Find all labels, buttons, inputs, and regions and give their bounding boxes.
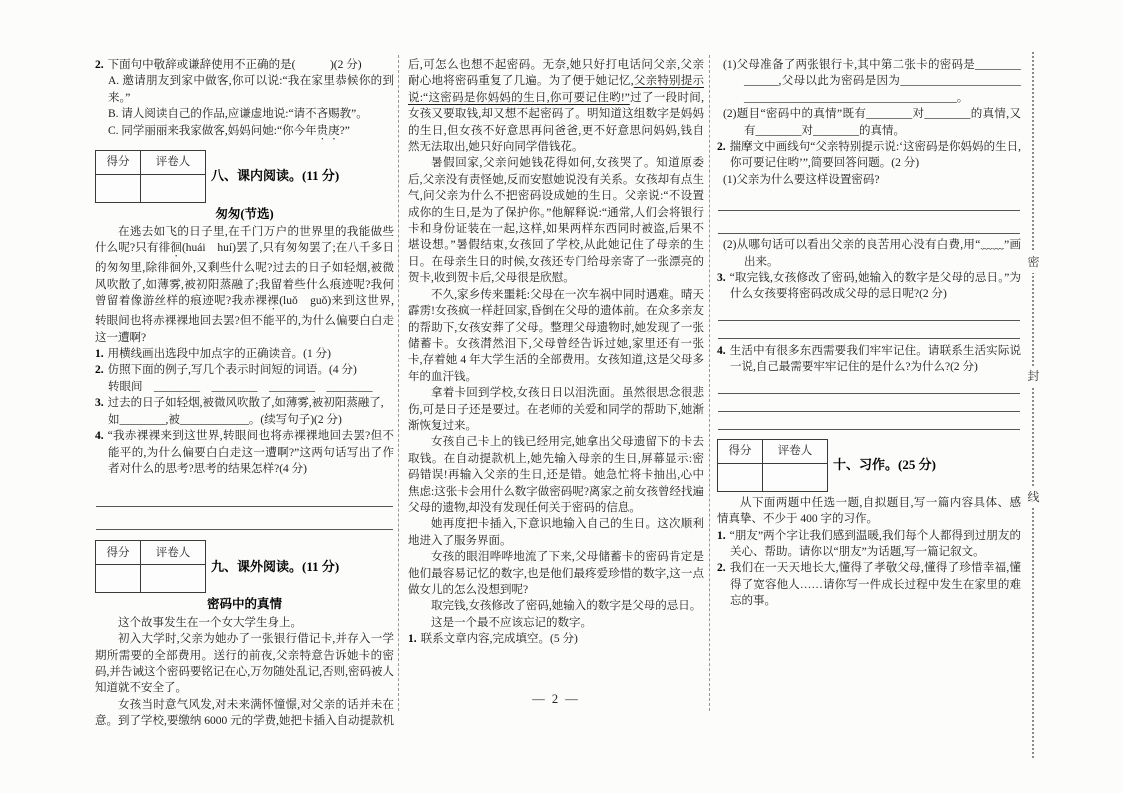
question-2-sub-2: (2)从哪句话可以看出父亲的良苦用心没有白费,用“﹏﹏”画出来。 <box>723 239 1021 268</box>
passage-1-dotted-char-1: 徊 <box>170 242 182 255</box>
fill-blank-1: (1)父母准备了两张银行卡,其中第二张卡的密码是______________,父母以此为密码是因为__________________________________________________________。 <box>723 59 1021 104</box>
reading-8-question-1 <box>95 346 394 362</box>
answer-line <box>718 376 1020 394</box>
passage-2-title: 密码中的真情 <box>206 597 282 612</box>
example-blank-line: 转眼间 ________ ________ ________ ________ <box>108 380 373 393</box>
passage-2-paragraph-7: 女孩自己卡上的钱已经用完,她拿出父母遗留下的卡去取钱。在自动提款机上,她先输入母亲的生日,屏幕显示:密码错误!再输入父亲的生日,还是错。她急忙将卡抽出,心中焦虑:这张卡会用什么数字做密码呢?离家之前女孩曾经找遍父母的遗物,却没有发现任何关于密码的信息。 <box>408 436 704 514</box>
passage-2-paragraph-11: 这是一个最不应该忘记的数字。 <box>431 616 592 629</box>
seal-char-feng: 封 <box>1026 366 1041 387</box>
score-cell <box>718 463 763 491</box>
answer-line <box>718 303 1020 321</box>
reading-9-question-4 <box>717 343 1021 376</box>
question-number: 2. <box>717 141 726 154</box>
page-number: — 2 — <box>532 692 580 706</box>
reading-8-question-2 <box>95 362 394 378</box>
answer-line <box>718 188 1020 211</box>
option-b: B. 请人阅读自己的作品,应谦虚地说:“请不吝赐教”。 <box>108 108 368 121</box>
answer-line <box>718 412 1020 430</box>
passage-1-pre: 在逃去如飞的日子里,在千门万户的世界里的我能做些什么呢?只有徘 <box>95 226 394 255</box>
question-2-sub-1: (1)父亲为什么要这样设置密码? <box>723 173 880 186</box>
question-text: “我赤裸裸来到这世界,转眼间也将赤裸裸地回去罢?但不能平的,为什么偏要白白走这一遭啊?”这两句话写出了作者对什么的思考?思考的结果怎样?(4 分) <box>107 430 394 475</box>
passage-2-paragraph-10: 取完钱,女孩修改了密码,她输入的数字是父母的忌日。 <box>431 600 702 613</box>
question-number: 3. <box>95 397 104 410</box>
question-number: 3. <box>717 272 726 285</box>
answer-line <box>718 394 1020 412</box>
column-middle <box>408 57 704 648</box>
passage-2-paragraph-4: 暑假回家,父亲问她钱花得如何,女孩哭了。知道原委后,父亲没有责怪她,反而安慰她说没有关系。女孩却有点生气,问父亲为什么不把密码设成她的生日。父亲说:“不设置成你的生日,是为了保护你。”他解释说:“通常,人们会将银行卡和身份证装在一起,这样,如果两样东西同时被盗,后果不堪设想。”暑假结束,女孩回了学校,从此她记住了母亲的生日。在母亲生日的时候,女孩还专门给母亲寄了一张漂亮的贺卡,收到贺卡后,父母很是欣慰。 <box>408 157 704 285</box>
question-text: 生活中有很多东西需要我们牢牢记住。请联系生活实际说一说,自己最需要牢牢记住的是什么?为什么?(2 分) <box>729 344 1021 374</box>
question-3-blank-line: 如________,被____________。(续写句子)(2 分) <box>108 413 342 426</box>
underlined-sentence: 父亲特别提示说:“这密码是你妈妈的生日,你可要记住哟!” <box>408 75 705 104</box>
score-box-10 <box>717 439 828 492</box>
grader-label: 评卷人 <box>141 541 206 565</box>
question-number: 4. <box>717 344 726 357</box>
question-number: 1. <box>95 348 104 361</box>
grader-label: 评卷人 <box>141 150 206 174</box>
option-c-dotted: 贵庚 <box>316 124 340 137</box>
section-9-header <box>95 540 394 593</box>
question-number: 1. <box>408 633 417 646</box>
question-text: 揣摩文中画线句“父亲特别提示说:‘这密码是你妈妈的生日,你可要记住哟’”,简要回答问题。(2 分) <box>729 141 1021 170</box>
seal-char-xian: 线 <box>1026 487 1041 508</box>
topic-number: 2. <box>717 562 726 575</box>
score-label: 得分 <box>96 541 141 565</box>
writing-topic-2 <box>717 560 1021 609</box>
grader-cell <box>141 565 206 593</box>
passage-2-paragraph-3-cont <box>408 57 704 155</box>
question-2-text: 下面句中敬辞或谦辞使用不正确的是( )(2 分) <box>107 59 362 71</box>
question-text: 用横线画出选段中加点字的正确读音。(1 分) <box>107 348 331 361</box>
question-number: 4. <box>95 430 104 443</box>
section-10-header <box>717 439 1021 492</box>
score-cell <box>96 565 141 593</box>
question-text: 联系文章内容,完成填空。(5 分) <box>420 633 578 646</box>
passage-1-title: 匆匆(节选) <box>215 206 274 221</box>
passage-2-paragraph-9: 女孩的眼泪哗哗地流了下来,父母储蓄卡的密码肯定是他们最容易记忆的数字,也是他们最疼爱珍惜的数字,这一点做女儿的怎么没想到呢? <box>408 551 704 596</box>
column-right <box>717 57 1021 610</box>
passage-2-paragraph-2: 初入大学时,父亲为她办了一张银行借记卡,并存入一学期所需要的全部费用。送行的前夜,父亲特意告诉她卡的密码,并告诫这个密码要铭记在心,万勿随处乱记,否则,密码被人知道就不安全了。 <box>95 633 394 695</box>
column-divider-left <box>398 55 399 711</box>
reading-9-question-3 <box>717 270 1021 303</box>
fill-blank-2: (2)题目“密码中的真情”既有________对________的真情,又有________对________的真情。 <box>723 108 1021 137</box>
question-text: 过去的日子如轻烟,被微风吹散了,如薄雾,被初阳蒸融了, <box>107 397 384 410</box>
answer-line <box>718 321 1020 339</box>
topic-number: 1. <box>717 529 726 542</box>
section-10-title: 十、习作。(25 分) <box>833 456 936 472</box>
score-label: 得分 <box>96 150 141 174</box>
passage-2-paragraph-5: 不久,家乡传来噩耗:父母在一次车祸中同时遇难。晴天霹雳!女孩疯一样赶回家,昏倒在父母的遗体前。在众多亲友的帮助下,女孩安葬了父母。整理父母遗物时,她发现了一张储蓄卡。女孩潸然泪下,父母曾经告诉过她,家里还有一张卡,存着她 4 年大学生活的全部费用。女孩知道,这是父母多年的血汗钱。 <box>408 288 704 383</box>
section-9-title: 九、课外阅读。(11 分) <box>211 558 340 574</box>
grader-label: 评卷人 <box>763 439 828 463</box>
story-text: 过了一段时间,女孩又要取钱,却又想不起密码了。明知道这组数字是妈妈的生日,但女孩不好意思再问爸爸,更不好意思问妈妈,钱自然无法取出,她只好向同学借钱花。 <box>408 91 705 154</box>
reading-9-question-2 <box>717 139 1021 172</box>
option-a: A. 邀请朋友到家中做客,你可以说:“我在家里恭候你的到来。” <box>108 75 394 104</box>
question-2-stem <box>95 57 394 73</box>
column-divider-right <box>709 55 710 711</box>
section-8-title: 八、课内阅读。(11 分) <box>211 167 340 183</box>
passage-2-paragraph-8: 她再度把卡插入,下意识地输入自己的生日。这次顺利地进入了服务界面。 <box>408 518 704 547</box>
passage-1-text <box>95 224 394 346</box>
question-number: 2. <box>95 364 104 377</box>
topic-text: “朋友”两个字让我们感到温暖,我们每个人都得到过朋友的关心、帮助。请你以“朋友”为话题,写一篇记叙文。 <box>729 529 1021 558</box>
passage-1-dotted-char-2: 裸 <box>267 295 280 308</box>
grader-cell <box>141 174 206 202</box>
section-8-header <box>95 150 394 203</box>
option-c-pre: C. 同学丽丽来我家做客,妈妈问她:“你今年 <box>108 124 317 137</box>
writing-topic-1 <box>717 528 1021 561</box>
question-text: “取完钱,女孩修改了密码,她输入的数字是父母的忌日。”为什么女孩要将密码改成父母的忌日呢?(2 分) <box>729 272 1021 301</box>
passage-2-paragraph-1: 这个故事发生在一个女大学生身上。 <box>118 616 302 629</box>
reading-8-question-3 <box>95 395 394 411</box>
answer-line <box>96 507 393 530</box>
seal-char-mi: 密 <box>1026 252 1041 273</box>
score-box-9 <box>95 540 206 593</box>
question-text: 仿照下面的例子,写几个表示时间短的词语。(4 分) <box>107 364 357 377</box>
passage-1-post: (luǒ guǒ)来到这世界,转眼间也将赤裸裸地回去罢?但不能平的,为什么偏要白白走这一遭啊? <box>95 295 394 344</box>
reading-9-question-1 <box>408 631 704 647</box>
answer-line <box>718 211 1020 234</box>
story-text: 后,可怎么也想不起密码。无奈,她只好打电话问父亲,父亲耐心地将密码重复了几遍。为了便于她记忆, <box>408 59 704 88</box>
answer-line <box>96 484 393 507</box>
passage-2-paragraph-3: 女孩当时意气风发,对未来满怀憧憬,对父亲的话并未在意。到了学校,要缴纳 6000 元的学费,她把卡插入自动提款机 <box>95 698 394 728</box>
reading-8-question-4 <box>95 428 394 477</box>
score-label: 得分 <box>718 439 763 463</box>
option-c <box>95 123 394 143</box>
writing-intro: 从下面两题中任选一题,自拟题目,写一篇内容具体、感情真挚、不少于 400 字的习作。 <box>717 496 1021 526</box>
column-left <box>95 57 394 730</box>
passage-1-mid: (huái huí)罢了,只有匆匆罢了;在八千多日的匆匆里,除徘徊外,又剩些什么呢?过去的日子如轻烟,被微风吹散了,如薄雾,被初阳蒸融了;我留着些什么痕迹呢?我何曾留着像游丝样的痕迹呢?我赤裸 <box>95 242 395 308</box>
seal-line <box>1027 52 1040 758</box>
score-box-8 <box>95 150 206 203</box>
passage-2-paragraph-6: 拿着卡回到学校,女孩日日以泪洗面。虽然很思念很悲伤,可是日子还是要过。在老师的关爱和同学的帮助下,她渐渐恢复过来。 <box>408 387 704 432</box>
grader-cell <box>763 463 828 491</box>
question-2-number: 2. <box>95 59 104 71</box>
topic-text: 我们在一天天地长大,懂得了孝敬父母,懂得了珍惜幸福,懂得了宽容他人……请你写一件成长过程中发生在家里的难忘的事。 <box>729 562 1021 608</box>
option-c-post: ?” <box>339 124 350 137</box>
score-cell <box>96 174 141 202</box>
